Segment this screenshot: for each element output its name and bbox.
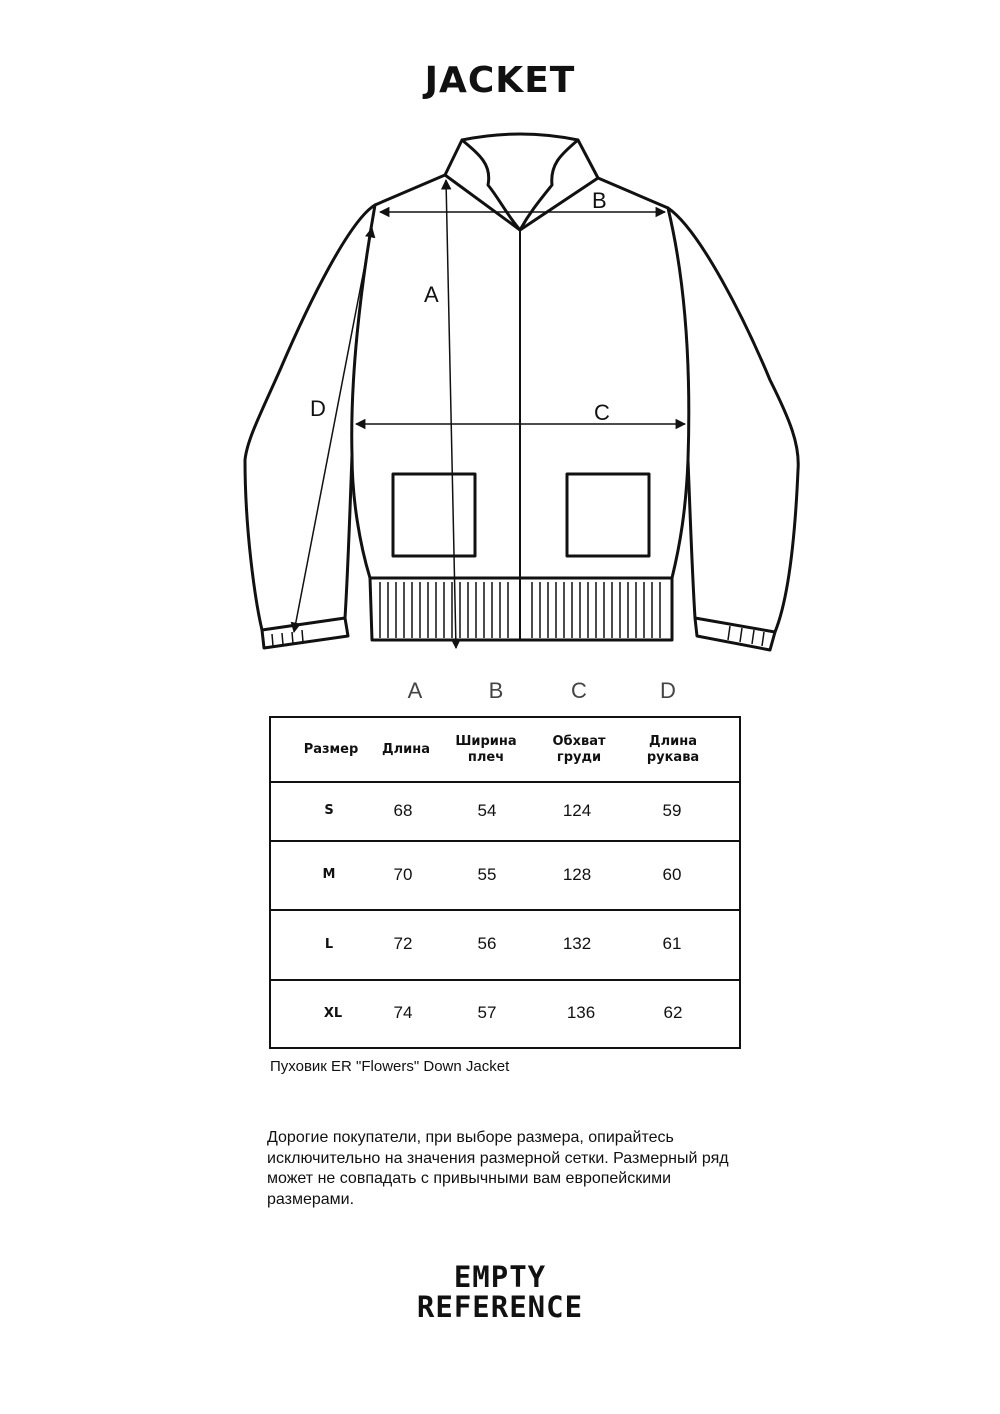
table-row [271, 979, 739, 1047]
measure-label-b: B [592, 188, 607, 213]
table-row [271, 909, 739, 981]
product-caption: Пуховик ER "Flowers" Down Jacket [270, 1058, 510, 1075]
column-letter-c: C [571, 678, 587, 703]
brand-logo [0, 1262, 1000, 1322]
row-value-b: 57 [477, 1003, 497, 1022]
size-table [269, 716, 741, 1049]
header-sleeve: Длина рукава [646, 733, 700, 765]
jacket-collar [445, 134, 598, 230]
row-value-d: 61 [662, 934, 682, 953]
row-value-c: 136 [566, 1003, 596, 1022]
row-value-a: 70 [393, 864, 413, 884]
row-value-c: 128 [562, 864, 592, 884]
header-shoulder: Ширина плеч [455, 733, 517, 765]
header-chest: Обхват груди [552, 733, 606, 765]
measure-label-d: D [310, 396, 326, 421]
column-letter-a: A [407, 678, 423, 703]
measure-label-a: A [424, 282, 439, 307]
jacket-left-pocket [393, 474, 475, 556]
row-value-c: 132 [562, 934, 592, 953]
row-value-a: 74 [393, 1003, 413, 1022]
column-letter-b: B [488, 678, 504, 703]
row-value-b: 56 [477, 934, 497, 953]
table-row [271, 781, 739, 842]
size-note: Дорогие покупатели, при выборе размера, опирайтесь исключительно на значения размерной сетки. Размерный ряд может не совпадать с привычными вам европейскими размерами. [267, 1129, 729, 1208]
row-value-b: 55 [477, 864, 497, 884]
row-value-a: 68 [393, 800, 413, 820]
column-letters [0, 678, 1000, 708]
header-size: Размер [303, 741, 359, 757]
jacket-right-pocket [567, 474, 649, 556]
row-size: S [324, 803, 334, 818]
row-value-d: 60 [662, 864, 682, 884]
brand-line-2: REFERENCE [416, 1290, 584, 1324]
row-size: M [322, 867, 336, 882]
row-value-a: 72 [393, 934, 413, 953]
row-value-b: 54 [477, 800, 497, 820]
column-letter-d: D [660, 678, 676, 703]
measure-label-c: C [594, 400, 610, 425]
brand-line-1: EMPTY [453, 1260, 547, 1294]
row-value-d: 62 [663, 1003, 683, 1022]
row-size: L [324, 936, 334, 952]
header-length: Длина [382, 741, 430, 757]
table-header-row [271, 718, 739, 783]
measure-line-d [294, 228, 372, 632]
row-value-d: 59 [662, 800, 682, 820]
page-title: JACKET [424, 60, 576, 101]
jacket-diagram [0, 0, 1000, 680]
row-size: XL [323, 1005, 343, 1021]
table-row [271, 840, 739, 911]
row-value-c: 124 [562, 800, 592, 820]
